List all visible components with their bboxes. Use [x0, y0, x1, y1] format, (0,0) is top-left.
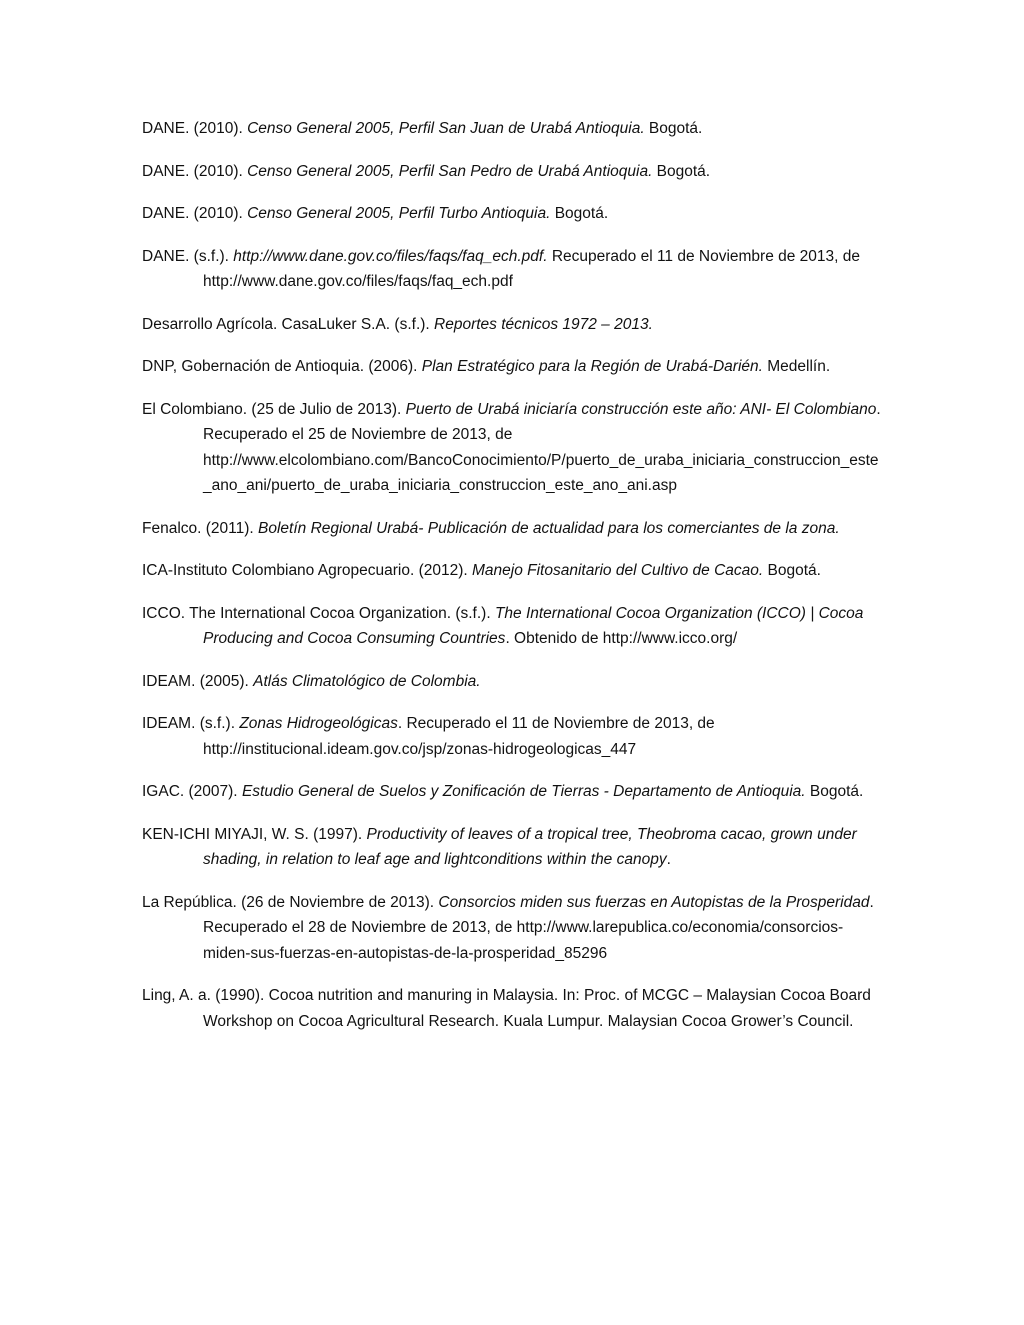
reference-title: Plan Estratégico para la Región de Urabá-Darién.: [421, 358, 763, 375]
reference-entry: [142, 116, 887, 142]
reference-entry: [142, 201, 887, 227]
reference-title: Zonas Hidrogeológicas: [239, 715, 398, 732]
reference-details: Recuperado el 11 de Noviembre de 2013, de http://www.dane.gov.co/files/faqs/faq_ech.pdf: [203, 247, 861, 290]
reference-title: Consorcios miden sus fuerzas en Autopistas de la Prosperidad: [438, 893, 870, 911]
reference-author-date: Ling, A. a. (1990). Cocoa nutrition and manuring in Malaysia. In: Proc. of MCGC – Malaysian Cocoa Board Workshop on Cocoa Agricultural Research. Kuala Lumpur. Malaysian Cocoa Grower’s Council.: [142, 987, 871, 1030]
reference-author-date: DANE. (2010).: [142, 120, 248, 137]
reference-author-date: KEN-ICHI MIYAJI, W. S. (1997).: [142, 825, 367, 843]
reference-author-date: DANE. (2010).: [142, 162, 248, 180]
reference-author-date: IDEAM. (2005).: [142, 672, 254, 690]
reference-title: Productivity of leaves of a tropical tree, Theobroma cacao, grown under shading, in relation to leaf age and lightconditions within the canopy: [203, 825, 857, 868]
reference-author-date: ICA-Instituto Colombiano Agropecuario. (2012).: [142, 562, 472, 579]
reference-title: Censo General 2005, Perfil San Pedro de Urabá Antioquia.: [247, 162, 653, 180]
reference-details: . Recuperado el 25 de Noviembre de 2013, de http://www.elcolombiano.com/BancoConocimiento/P/puerto_de_uraba_iniciaria_construccion_este_ano_ani/puerto_de_uraba_iniciaria_construccion_este_ano_ani.asp: [203, 400, 881, 494]
reference-author-date: IGAC. (2007).: [142, 783, 242, 800]
reference-title: Censo General 2005, Perfil San Juan de Urabá Antioquia.: [247, 120, 645, 137]
reference-author-date: La República. (26 de Noviembre de 2013).: [142, 893, 439, 911]
reference-title: Puerto de Urabá iniciaría construcción este año: ANI- El Colombiano: [405, 400, 877, 418]
reference-entry: [142, 601, 887, 652]
reference-details: Bogotá.: [763, 562, 821, 579]
reference-author-date: IDEAM. (s.f.).: [142, 715, 240, 732]
reference-title: Estudio General de Suelos y Zonificación de Tierras - Departamento de Antioquia.: [241, 783, 806, 800]
reference-title: The International Cocoa Organization (ICCO) | Cocoa Producing and Cocoa Consuming Countries: [203, 604, 864, 647]
reference-entry: [142, 354, 887, 380]
reference-details: Bogotá.: [644, 120, 703, 137]
reference-details: Bogotá.: [805, 783, 864, 800]
reference-author-date: DANE. (s.f.).: [142, 247, 234, 265]
reference-list: [142, 116, 887, 1051]
reference-entry: [142, 711, 887, 762]
reference-title: Censo General 2005, Perfil Turbo Antioquia.: [247, 205, 551, 222]
reference-author-date: DANE. (2010).: [142, 205, 248, 222]
reference-entry: [142, 516, 887, 542]
reference-author-date: El Colombiano. (25 de Julio de 2013).: [142, 400, 406, 418]
reference-entry: [142, 312, 887, 338]
reference-details: .: [666, 851, 671, 868]
reference-details: Bogotá.: [652, 162, 711, 180]
reference-author-date: DNP, Gobernación de Antioquia. (2006).: [142, 358, 422, 375]
reference-title: Boletín Regional Urabá- Publicación de actualidad para los comerciantes de la zona.: [258, 519, 840, 537]
reference-entry: [142, 669, 887, 695]
reference-entry: [142, 890, 887, 967]
reference-entry: [142, 244, 887, 295]
reference-details: . Recuperado el 28 de Noviembre de 2013, de http://www.larepublica.co/economia/consorcios-miden-sus-fuerzas-en-autopistas-de-la-prosperidad_85296: [203, 893, 874, 962]
reference-entry: [142, 983, 887, 1034]
reference-title: http://www.dane.gov.co/files/faqs/faq_ech.pdf.: [233, 247, 548, 265]
reference-author-date: Desarrollo Agrícola. CasaLuker S.A. (s.f.).: [142, 315, 435, 333]
reference-entry: [142, 822, 887, 873]
reference-author-date: ICCO. The International Cocoa Organization. (s.f.).: [142, 604, 495, 622]
reference-author-date: Fenalco. (2011).: [142, 519, 259, 537]
reference-title: Manejo Fitosanitario del Cultivo de Cacao.: [471, 562, 764, 579]
reference-details: . Recuperado el 11 de Noviembre de 2013, de http://institucional.ideam.gov.co/jsp/zonas-hidrogeologicas_447: [203, 715, 715, 758]
reference-entry: [142, 779, 887, 805]
reference-entry: [142, 558, 887, 584]
reference-entry: [142, 397, 887, 499]
reference-entry: [142, 159, 887, 185]
reference-details: Medellín.: [762, 358, 831, 375]
reference-details: Bogotá.: [550, 205, 609, 222]
reference-title: Atlás Climatológico de Colombia.: [253, 672, 481, 690]
reference-details: . Obtenido de http://www.icco.org/: [505, 630, 738, 647]
reference-title: Reportes técnicos 1972 – 2013.: [434, 315, 653, 333]
